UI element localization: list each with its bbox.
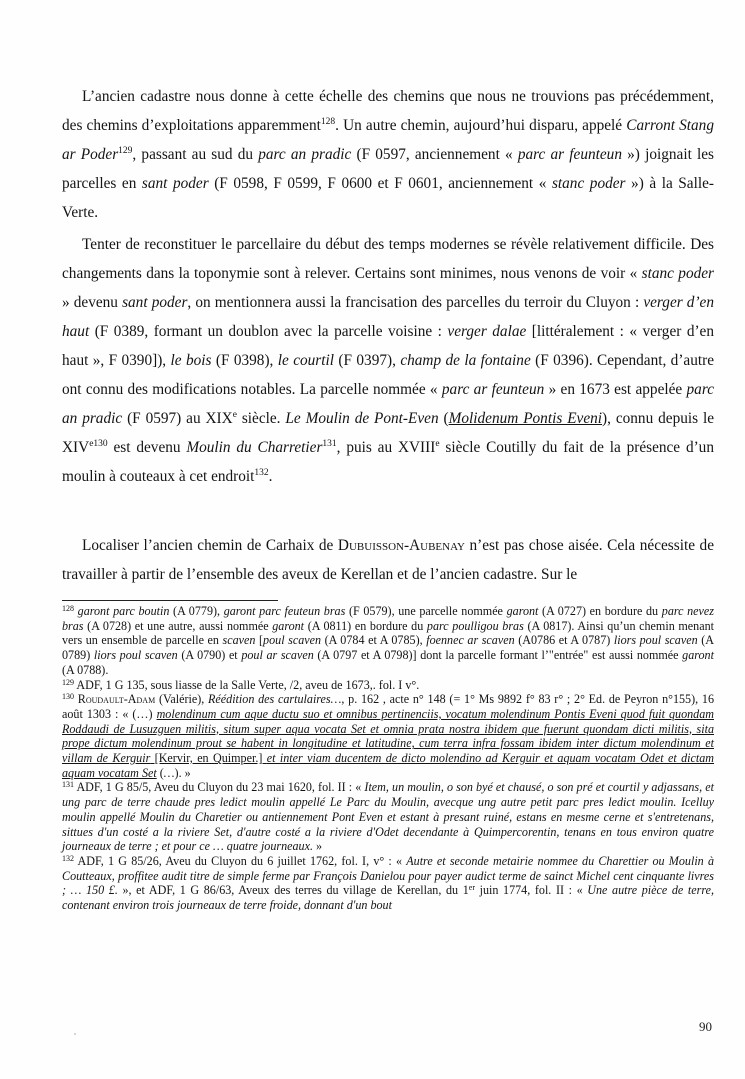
italic-run: parc an pradic [258,146,352,163]
text-run: ») à la Salle-Verte. [62,175,714,221]
footnote-text [62,604,714,677]
text-run: juin 1774, fol. II : « [474,883,588,898]
underlined-italic-run: Molidenum Pontis Eveni [448,410,603,427]
footnote-text [62,854,714,912]
footnote-separator [62,600,278,601]
text-run: (A 0797 et A 0798)] dont la parcelle formant l’"entrée" est aussi nommée [313,648,683,663]
text-run: . [268,468,273,485]
italic-run: champ de la fontaine [400,352,531,369]
underlined-italic-run: et inter viam ducentem de dicto molendino ad Kerguir et aquam vocatam Odet et dictam aquam vocatam Set [62,751,714,780]
footnote [62,692,714,780]
superscript-ref: e130 [89,439,108,449]
body-paragraph [62,82,714,227]
italic-run: Carront Stang ar Poder [62,117,714,163]
text-run: (A 0817). Ainsi qu’un chemin menant vers un ensemble de parcelle en [62,618,714,648]
text-run: (F 0398), [211,352,278,369]
text-run: (F 0597) au XIX [122,410,233,427]
text-run: Localiser l’ancien chemin de Carhaix de [82,537,338,554]
italic-run: parc ar feunteun [441,381,545,398]
superscript-ref: e [435,439,440,449]
footnote-text [62,780,714,853]
italic-run: sant poder [122,294,188,311]
scan-speck [74,1033,76,1035]
footnote [62,678,714,693]
text-run: , puis au XVIII [336,439,436,456]
footnote-number: 128 [62,604,74,613]
text-run: ( [156,765,164,780]
italic-run: garont [682,648,714,663]
superscript-ref: 128 [320,117,336,127]
footnote-number: 130 [62,692,74,702]
italic-run: verger dalae [447,323,527,340]
text-run: ») joignait les parcelles en [62,146,714,192]
footnote [62,780,714,854]
text-run: (A 0811) en bordure du [304,618,427,633]
text-run: (A 0790) et [177,648,242,663]
italic-run: parc poulligou bras [426,618,524,633]
text-run: . Un autre chemin, aujourd’hui disparu, appelé [335,117,627,134]
text-run: » devenu [62,294,123,311]
italic-run: scaven [222,633,256,648]
text-run: ADF, 1 G 135, sous liasse de la Salle Verte, /2, aveu de 1673,. fol. I v°. [76,677,420,692]
text-run: , on mentionnera aussi la francisation des parcelles du terroir du Cluyon : [187,294,644,311]
italic-run: garont [506,604,539,618]
italic-run: Moulin du Charretier [186,439,323,456]
small-caps-name: Roudault-Adam [77,692,156,707]
italic-run: garont parc boutin [77,604,170,618]
footnote [62,604,714,678]
page-number: 90 [699,1019,712,1034]
text-run: ADF, 1 G 85/26, Aveu du Cluyon du 6 juillet 1762, fol. I, v° : « [77,853,407,868]
italic-run: sant poder [141,175,209,192]
text-run: [ [255,633,264,648]
text-run: (F 0597, anciennement « [351,146,518,163]
text-run: (F 0598, F 0599, F 0600 et F 0601, anciennement « [208,175,552,192]
text-run: ( [438,410,449,427]
superscript-ref: 129 [118,146,133,156]
text-run: , passant au sud du [132,146,259,163]
italic-run: garont [272,618,305,633]
superscript-ref: er [468,883,475,893]
italic-run: le courtil [277,352,334,369]
underlined-run: [Kervir, en Quimper.] [150,751,267,766]
footnotes [62,604,714,913]
italic-run: Une autre pièce de terre, contenant environ trois journeaux de terre froide, donnant d'un bout [62,883,714,913]
text-run: (A 0789) [62,633,714,663]
text-run: Tenter de reconstituer le parcellaire du début des temps modernes se révèle relativement difficile. Des changements dans la toponymie sont à relever. Certains sont minimes, nous venons de voir « [62,236,714,282]
text-run: (A 0727) en bordure du [538,604,662,618]
text-run: (Valérie), [155,692,209,707]
footnote-number: 131 [62,780,74,790]
footnote-number: 132 [62,853,74,863]
text-run: (A 0779), [169,604,224,618]
text-run: (A0786 et A 0787) [514,633,614,648]
italic-run: stanc poder [641,265,714,282]
footnote-number: 129 [62,677,74,687]
italic-run: Le Moulin de Pont-Even [285,410,439,427]
italic-run: le bois [170,352,212,369]
text-run: siècle Coutilly du fait de la présence d’un moulin à couteaux à cet endroit [62,439,714,485]
italic-run: Item, un moulin, o son byé et chausé, o son pré et courtil y adjassans, et ung parc de terre chaude pres ledict moulin appellé Le Parc du Moulin, avecque ung autre petit parc pres ledict moulin. Icelluy moulin appellé Moulin du Charetier ou antiennement Pont Even et estant à presant ruiné, estans en mesme cerne et s'entretenans, sittues d'un costé a la riviere Set, d'autre costé a la riviere d'Odet decendante à Quimpercorentin, tenans en tous environ quatre journeaux de terre ; et pour ce … quatre journeaux. [62,780,714,854]
italic-run: parc ar feunteun [517,146,622,163]
text-run: » en 1673 est appelée [544,381,687,398]
text-run: n’est pas chose aisée. Cela nécessite de travailler à partir de l’ensemble des aveux de Kerellan et de l’ancien cadastre. Sur le [62,537,714,583]
italic-run: verger d’en haut [62,294,714,340]
text-run: (A 0784 et A 0785), [321,633,427,648]
superscript-ref: e [232,410,237,420]
footnote [62,854,714,913]
text-run: » [313,839,323,854]
italic-run: parc an pradic [62,381,714,427]
italic-run: Autre et seconde metairie nommee du Charettier ou Moulin à Coutteaux, proffitee audit titre de simple ferme par François Danielou pour payer audict terme de sainct Michel cent cinquante livres ; … 150 £. [62,853,714,898]
text-run: [littéralement : « verger d’en haut », F 0390]), [62,323,714,369]
text-run: L’ancien cadastre nous donne à cette échelle des chemins que nous ne trouvions pas précédemment, des chemins d’exploitations apparemment [62,88,714,134]
text-run: est devenu [107,439,187,456]
italic-run: foennec ar scaven [426,633,515,648]
text-run: (F 0389, formant un doublon avec la parcelle voisine : [89,323,448,340]
text-run: siècle. [236,410,286,427]
superscript-ref: 131 [322,439,337,449]
italic-run: liors poul scaven [93,648,178,663]
italic-run: stanc poder [551,175,626,192]
body-paragraph [62,531,714,589]
text-run: ), connu depuis le XIV [62,410,715,456]
underlined-italic-run: molendinum cum aque ductu suo et omnibus pertinenciis, vocatum molendinum Pontis Eveni quod fuit quondam Roddaudi de Lusuzguen militis, situm super aqua vocata Set et omnia prata nostra ibidem que fuerunt quondam dicti militis, sita prope dictum molendinum prout se habent in longitudine et latitudine, cum terra infra fossam ibidem inter dictum molendinum et villam de Kerguir [62,706,714,766]
italic-run: poul scaven [263,633,322,648]
text-run: ADF, 1 G 85/5, Aveu du Cluyon du 23 mai 1620, fol. II : « [76,780,365,795]
text-run: (F 0579), une parcelle nommée [345,604,507,618]
footnote-text [76,678,419,692]
body-paragraph [62,230,714,491]
text-run: (F 0397), [334,352,401,369]
italic-run: parc nevez bras [62,604,714,633]
italic-run: Réédition des cartulaires… [208,692,342,707]
text-run: (A 0788). [62,662,109,677]
small-caps-name: Dubuisson-Aubenay [337,537,465,554]
text-run: (F 0396). Cependant, d’autre ont connu des modifications notables. La parcelle nommée « [62,352,714,398]
text-run: (A 0728) et une autre, aussi nommée [83,618,273,633]
superscript-ref: 132 [254,468,269,478]
text-run: , p. 162 , acte n° 148 (= 1° Ms 9892 f° 83 r° ; 2° Ed. de Peyron n°155), 16 août 1303 : « (…) [62,692,714,721]
text-run: », et ADF, 1 G 86/63, Aveux des terres du village de Kerellan, du 1 [117,883,469,898]
footnote-text [62,692,714,780]
italic-run: garont parc feuteun bras [223,604,346,618]
italic-run: … [163,765,175,780]
italic-run: poul ar scaven [241,648,314,663]
italic-run: liors poul scaven [613,633,698,648]
text-run: ). » [174,765,191,780]
